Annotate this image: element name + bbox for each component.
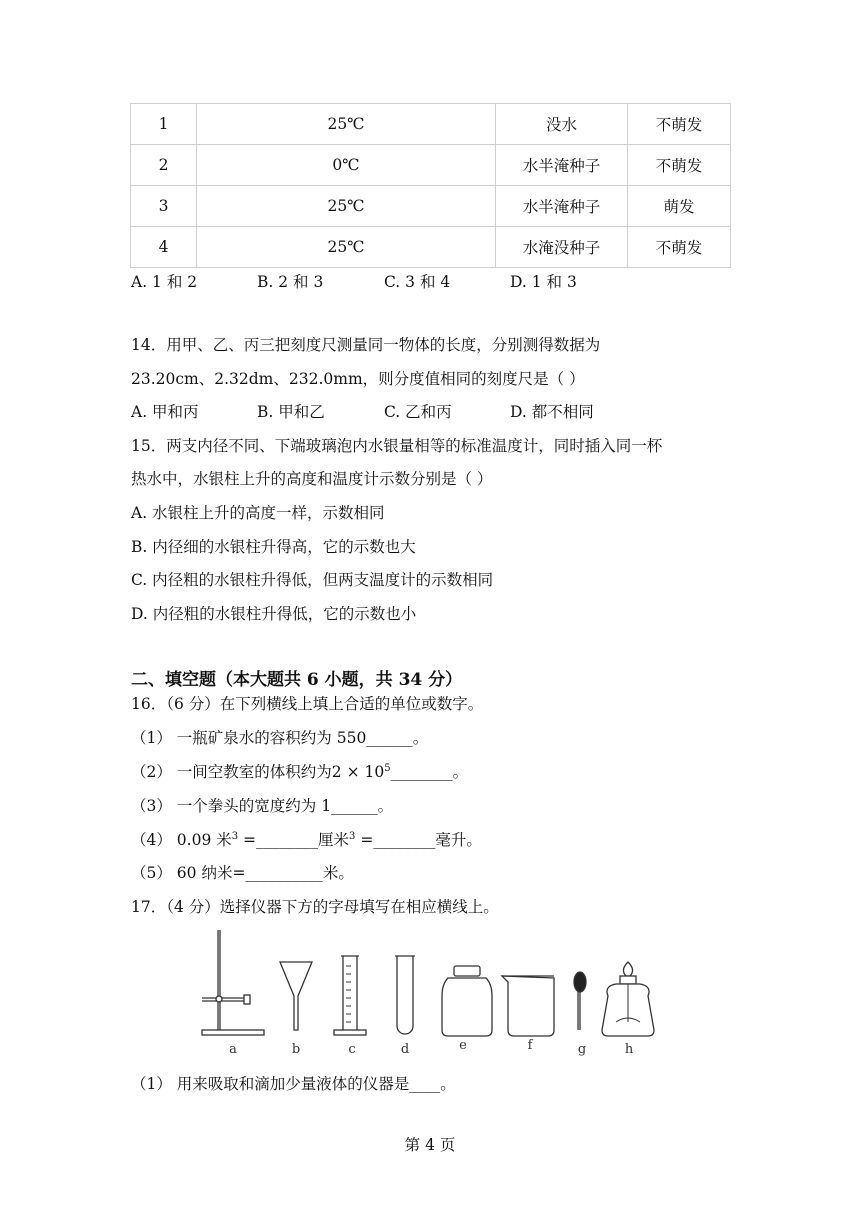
reagent-bottle-icon (442, 966, 492, 1036)
dropper-icon (574, 972, 586, 1030)
table-cell: 25℃ (197, 227, 496, 268)
q15-option-d: D. 内径粗的水银柱升得低，它的示数也小 (131, 605, 417, 623)
q14-stem-line1: 14．用甲、乙、丙三把刻度尺测量同一物体的长度，分别测得数据为 (131, 336, 601, 354)
q16-item-4 (131, 828, 482, 850)
q16-item-2 (131, 760, 468, 782)
test-tube-icon (395, 956, 415, 1034)
table-row (131, 186, 731, 227)
table-cell: 不萌发 (628, 227, 731, 268)
q17-stem: 17．（4 分）选择仪器下方的字母填写在相应横线上。 (131, 898, 499, 916)
table-cell: 25℃ (197, 104, 496, 145)
q13-option-b: B. 2 和 3 (257, 273, 324, 291)
label-d: d (400, 1042, 410, 1056)
q13-option-a: A. 1 和 2 (131, 273, 198, 291)
table-cell: 3 (131, 186, 197, 227)
q16-item-2-exponent: 5 (384, 762, 391, 774)
q14-options (131, 400, 594, 422)
lab-instruments-figure (196, 926, 666, 1056)
q16-item-4-exp-1: 3 (231, 830, 239, 842)
label-b: b (291, 1042, 301, 1056)
funnel-icon (280, 962, 312, 1030)
q14-option-a: A. 甲和丙 (131, 403, 199, 421)
q16-item-2-text: （2） 一间空教室的体积约为 (131, 763, 332, 781)
q16-stem: 16．（6 分）在下列横线上填上合适的单位或数字。 (131, 695, 484, 713)
q15-stem-line2: 热水中，水银柱上升的高度和温度计示数分别是（ ） (131, 470, 493, 488)
table-cell: 1 (131, 104, 197, 145)
table-cell: 不萌发 (628, 145, 731, 186)
q16-item-5: （5） 60 纳米=__________米。 (131, 864, 354, 882)
q15-option-b: B. 内径细的水银柱升得高，它的示数也大 (131, 538, 416, 556)
iron-stand-icon (202, 930, 264, 1035)
table-row (131, 104, 731, 145)
table-cell: 水淹没种子 (496, 227, 628, 268)
label-g: g (577, 1042, 587, 1056)
label-f: f (527, 1038, 533, 1053)
label-c: c (348, 1042, 356, 1056)
q15-option-a: A. 水银柱上升的高度一样，示数相同 (131, 504, 385, 522)
table-cell: 水半淹种子 (496, 145, 628, 186)
q16-item-4-a: （4） 0.09 米 (131, 831, 232, 849)
table-row (131, 227, 731, 268)
table-cell: 0℃ (197, 145, 496, 186)
label-h: h (624, 1042, 634, 1056)
q17-item-1: （1） 用来吸取和滴加少量液体的仪器是____。 (131, 1075, 456, 1093)
table-cell: 2 (131, 145, 197, 186)
q13-options (131, 270, 577, 292)
section-title: 二、填空题（本大题共 6 小题，共 34 分） (131, 670, 463, 690)
graduated-cylinder-icon (334, 956, 366, 1035)
q16-item-4-b: =________厘米 (238, 831, 350, 849)
q13-option-d: D. 1 和 3 (510, 273, 577, 291)
table-row (131, 145, 731, 186)
table-cell: 水半淹种子 (496, 186, 628, 227)
experiment-table (130, 103, 731, 268)
q16-item-2-math: 2 × 10 (331, 763, 385, 781)
q14-option-d: D. 都不相同 (510, 403, 594, 421)
table-cell: 没水 (496, 104, 628, 145)
q15-stem-line1: 15．两支内径不同、下端玻璃泡内水银量相等的标准温度计，同时插入同一杯 (131, 437, 663, 455)
q16-item-1: （1） 一瓶矿泉水的容积约为 550______。 (131, 729, 429, 747)
q16-item-4-c: =________毫升。 (355, 831, 482, 849)
q15-option-c: C. 内径粗的水银柱升得低，但两支温度计的示数相同 (131, 571, 494, 589)
label-a: a (229, 1042, 237, 1056)
q14-option-c: C. 乙和丙 (384, 403, 452, 421)
q14-option-b: B. 甲和乙 (257, 403, 325, 421)
table-cell: 不萌发 (628, 104, 731, 145)
q16-item-2-blank: ________。 (390, 763, 469, 781)
table-cell: 4 (131, 227, 197, 268)
beaker-icon (502, 976, 554, 1036)
table-cell: 萌发 (628, 186, 731, 227)
label-e: e (459, 1038, 467, 1053)
q16-item-4-exp-2: 3 (349, 830, 356, 842)
q16-item-3: （3） 一个拳头的宽度约为 1______。 (131, 797, 394, 815)
table-cell: 25℃ (197, 186, 496, 227)
page-number: 第 4 页 (404, 1136, 456, 1154)
q13-option-c: C. 3 和 4 (384, 273, 451, 291)
alcohol-lamp-icon (602, 962, 654, 1036)
q14-stem-line2: 23.20cm、2.32dm、232.0mm，则分度值相同的刻度尺是（ ） (131, 370, 585, 388)
